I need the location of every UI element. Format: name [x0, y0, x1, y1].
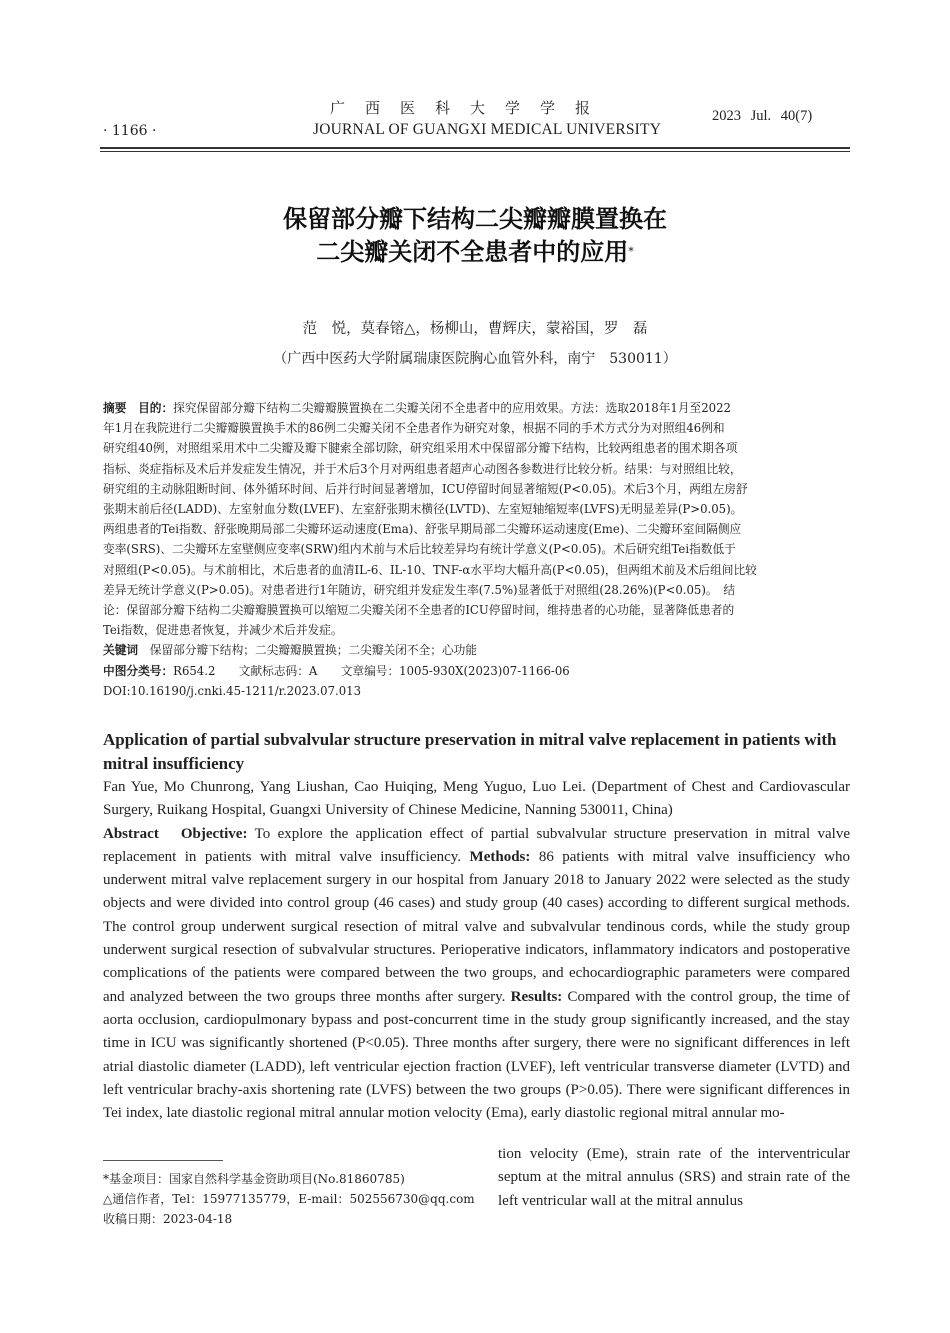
abstract-cn-line	[103, 640, 850, 660]
header-rule-thin	[100, 151, 850, 152]
author-list: 范 悦，莫春镕△，杨柳山，曹辉庆，蒙裕国，罗 磊	[302, 321, 648, 337]
abstract-cn-text: 探究保留部分瓣下结构二尖瓣瓣膜置换在二尖瓣关闭不全患者中的应用效果。方法：选取2018年1月至2022	[173, 401, 731, 415]
abstract-cn-line	[103, 560, 850, 580]
article-title-line1: 保留部分瓣下结构二尖瓣瓣膜置换在	[283, 204, 667, 233]
abstract-label: Abstract	[103, 825, 159, 842]
abstract-cn-line	[103, 459, 850, 479]
affiliation: （广西中医药大学附属瑞康医院胸心血管外科，南宁 530011）	[273, 351, 677, 367]
abstract-cn-text: 张期末前后径(LADD)、左室射血分数(LVEF)、左室舒张期末横径(LVTD)、左室短轴缩短率(LVFS)无明显差异(P>0.05)。	[103, 502, 743, 517]
abstract-cn-line	[103, 580, 850, 600]
abstract-cn-text: 论：保留部分瓣下结构二尖瓣瓣膜置换可以缩短二尖瓣关闭不全患者的ICU停留时间，维持患者的心功能，显著降低患者的	[103, 603, 735, 618]
abstract-cn-label: 关键词	[103, 643, 150, 658]
abstract-cn-text: 年1月在我院进行二尖瓣瓣膜置换手术的86例二尖瓣关闭不全患者作为研究对象，根据不同的手术方式分为对照组46例和	[103, 421, 725, 436]
english-abstract-continuation: tion velocity (Eme), strain rate of the interventricular septum at the mitral annulus (SRS) and strain rate of the left ventricular wall at the mitral annulus	[498, 1146, 850, 1209]
abstract-cn-line	[103, 438, 850, 458]
abstract-cn-line	[103, 600, 850, 620]
methods-text: 86 patients with mitral valve insufficiency who underwent mitral valve replacement surgery in our hospital from January 2018 to January 2022 were selected as the study objects and were divided into control group (46 cases) and study group (40 cases) according to different surgical methods. The control group underwent surgical resection of mitral valve and subvalvular tendinous cords, while the study group underwent surgical resection of subvalvular structures. Perioperative indicators, inflammatory indicators and postoperative complications of the patients were compared between the two groups, and echocardiographic parameters were compared and analyzed between the two groups three months after surgery.	[103, 848, 851, 1005]
abstract-cn-text: Tei指数，促进患者恢复，并减少术后并发症。	[103, 623, 343, 638]
english-abstract	[103, 776, 850, 1125]
chinese-abstract	[103, 398, 850, 701]
article-title-line2	[100, 236, 850, 268]
title-footnote-mark: *	[628, 245, 634, 258]
abstract-cn-text: 对照组(P<0.05)。与术前相比，术后患者的血清IL-6、IL-10、TNF-α水平均大幅升高(P<0.05)，但两组术前及术后组间比较	[103, 562, 757, 577]
footnote-rule	[103, 1160, 223, 1161]
footnote-received: 收稿日期：2023-04-18	[103, 1212, 233, 1226]
footnote-fund: *基金项目：国家自然科学基金资助项目(No.81860785)	[103, 1172, 405, 1186]
abstract-cn-line	[103, 539, 850, 559]
abstract-cn-text: 研究组的主动脉阻断时间、体外循环时间、后并行时间显著增加，ICU停留时间显著缩短(P<0.05)。术后3个月，两组左房舒	[103, 481, 748, 496]
abstract-cn-label: 中图分类号：	[103, 663, 174, 678]
abstract-cn-line	[103, 519, 850, 539]
abstract-cn-line	[103, 681, 850, 701]
journal-name-chinese: 广西医科大学学报	[330, 99, 611, 117]
objective-label: Objective:	[180, 825, 248, 842]
english-authors-affiliation: Fan Yue, Mo Chunrong, Yang Liushan, Cao Huiqing, Meng Yuguo, Luo Lei. (Department of Chest and Cardiovascular Surgery, Ruikang Hospital, Guangxi University of Chinese Medicine, Nanning 530011, China)	[103, 779, 850, 819]
abstract-cn-label: 摘要 目的：	[103, 401, 174, 415]
abstract-cn-line	[103, 661, 850, 681]
abstract-cn-line	[103, 418, 850, 438]
abstract-cn-text: 保留部分瓣下结构；二尖瓣瓣膜置换；二尖瓣关闭不全；心功能	[149, 643, 478, 658]
objective-text: To explore the application effect of partial subvalvular structure preservation in mitral valve replacement in patients with mitral valve insufficiency.	[103, 825, 850, 865]
abstract-cn-text: 变率(SRS)、二尖瓣环左室壁侧应变率(SRW)组内术前与术后比较差异均有统计学意义(P<0.05)。术后研究组Tei指数低于	[103, 542, 736, 557]
results-label: Results:	[510, 988, 563, 1005]
header-rule-thick	[100, 147, 850, 149]
article-title-line2-text: 二尖瓣关闭不全患者中的应用	[316, 237, 629, 266]
abstract-cn-line	[103, 499, 850, 519]
abstract-cn-text: 指标、炎症指标及术后并发症发生情况，并于术后3个月对两组患者超声心动图各参数进行比较分析。结果：与对照组比较，	[103, 461, 742, 476]
abstract-cn-text: 差异无统计学意义(P>0.05)。对患者进行1年随访，研究组并发症发生率(7.5%)显著低于对照组(28.26%)(P<0.05)。 结	[103, 582, 736, 597]
journal-name-english: JOURNAL OF GUANGXI MEDICAL UNIVERSITY	[313, 121, 662, 138]
results-text: Compared with the control group, the time of aorta occlusion, cardiopulmonary bypass and post-concurrent time in the study group significantly increased, and the stay time in ICU was significantly shortened (P<0.05). Three months after surgery, there were no significant differences in left atrial diastolic diameter (LADD), left ventricular ejection fraction (LVEF), left ventricular transverse diameter (LVTD) and left ventricular brachy-axis shortening rate (LVFS) between the two groups (P>0.05). There were significant differences in Tei index, late diastolic regional mitral annular motion velocity (Ema), early diastolic regional mitral annular mo-	[103, 988, 851, 1122]
page-number: · 1166 ·	[103, 123, 157, 139]
footnote-corresponding: △通信作者，Tel：15977135779，E-mail：502556730@qq.com	[103, 1192, 475, 1206]
abstract-cn-line	[103, 620, 850, 640]
abstract-cn-text: 两组患者的Tei指数、舒张晚期局部二尖瓣环运动速度(Ema)、舒张早期局部二尖瓣环运动速度(Eme)、二尖瓣环室间隔侧应	[103, 522, 742, 537]
abstract-cn-text: DOI:10.16190/j.cnki.45-1211/r.2023.07.013	[103, 683, 362, 698]
abstract-cn-text: R654.2 文献标志码：A 文章编号：1005-930X(2023)07-1166-06	[173, 663, 570, 678]
journal-issue: 2023 Jul. 40(7)	[712, 108, 813, 124]
abstract-cn-line	[103, 398, 850, 418]
abstract-cn-line	[103, 479, 850, 499]
abstract-cn-text: 研究组40例，对照组采用术中二尖瓣及瓣下腱索全部切除，研究组采用术中保留部分瓣下结构，比较两组患者的围术期各项	[103, 441, 738, 456]
methods-label: Methods:	[469, 848, 531, 865]
english-title: Application of partial subvalvular structure preservation in mitral valve replacement in patients with mitral insufficiency	[103, 730, 837, 773]
footnotes	[103, 1169, 475, 1229]
